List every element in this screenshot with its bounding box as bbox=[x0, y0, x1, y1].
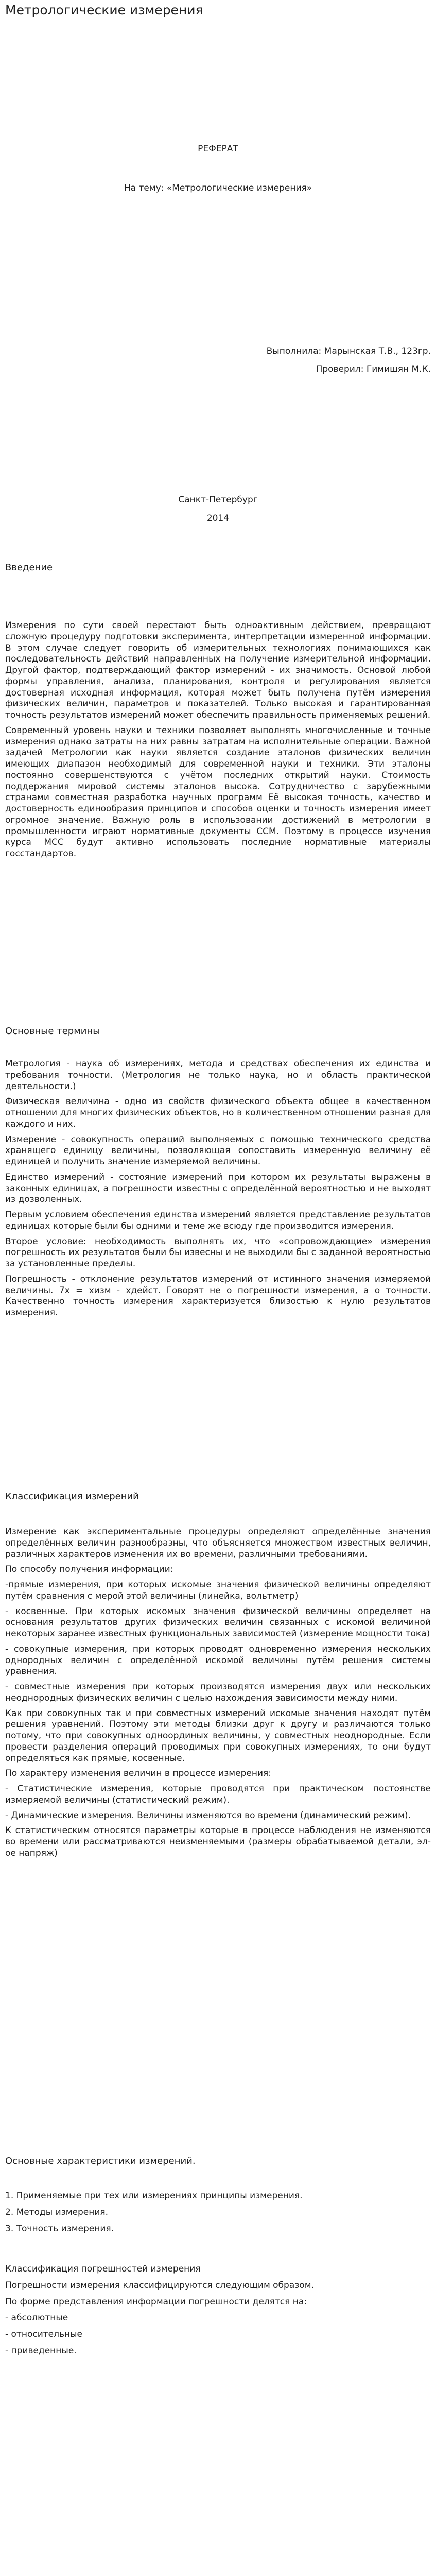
term-paragraph: Единство измерений - состояние измерений при котором их результаты выражены в законных единицах, а погрешности известны с определённой вероятностью и не выходят из дозволенных. bbox=[5, 1172, 431, 1205]
characteristics-item: 1. Применяемые при тех или измерениях принципы измерения. bbox=[5, 2191, 303, 2201]
intro-heading: Введение bbox=[5, 562, 53, 573]
report-author: Выполнила: Марынская Т.В., 123гр. bbox=[266, 346, 431, 357]
intro-paragraph: Современный уровень науки и техники позволяет выполнять многочисленные и точные измерения однако затраты на них равны затратам на исполнительные операции. Важной задачей Метрологии как науки является создание эталонов физических величин имеющих диапазон необходимый для современной науки и техники. Эти эталоны постоянно совершенствуются с учётом последних открытий науки. Стоимость поддержания мировой системы эталонов высока. Сотрудничество с зарубежными странами совместная разработка научных программ Её высокая точность, качество и достоверность единообразия принципов и способов оценки и точность измерения имеет огромное значение. Важную роль в использовании достижений в метрологии в промышленности играют нормативные документы ССМ. Поэтому в процессе изучения курса МСС будут активно использовать последние нормативные материалы госстандартов. bbox=[5, 725, 431, 859]
by-info-item: - совокупные измерения, при которых проводят одновременно измерения нескольких однородных величин с определённой искомой величины путём решения системы уравнения. bbox=[5, 1643, 431, 1677]
intro-section bbox=[5, 620, 431, 864]
errors-section bbox=[5, 2264, 431, 2362]
report-checker: Проверил: Гимишян М.К. bbox=[316, 364, 431, 375]
errors-line: - относительные bbox=[5, 2329, 82, 2340]
terms-section bbox=[5, 1059, 431, 1323]
errors-line: По форме представления информации погрешности делятся на: bbox=[5, 2296, 307, 2307]
by-time-item: - Динамические измерения. Величины изменяются во времени (динамический режим). bbox=[5, 1810, 411, 1821]
classification-section bbox=[5, 1527, 431, 1863]
errors-heading: Классификация погрешностей измерения bbox=[5, 2264, 201, 2274]
report-label: РЕФЕРАТ bbox=[198, 144, 238, 154]
term-paragraph: Второе условие: необходимость выполнять их, что «сопровождающие» измерения погрешность их результатов были бы извесны и не выходили бы с заданной вероятностью за установленные пределы. bbox=[5, 1236, 431, 1269]
term-paragraph: Физическая величина - одно из свойств физического объекта общее в качественном отношении для многих физических объектов, но в количественном отношении разная для каждого и них. bbox=[5, 1096, 431, 1129]
joint-paragraph: Как при совокупных так и при совместных измерений искомые значения находят путём решения уравнений. Поэтому эти методы близки друг к другу и различаются только потому, что при совокупных одноординых величины, у совместных неоднородные. Если провести разделения операций проводимых при совокупных измерениях, то они будут определяться как прямые, косвенные. bbox=[5, 1708, 431, 1764]
by-info-label: По способу получения информации: bbox=[5, 1564, 173, 1575]
errors-line: - абсолютные bbox=[5, 2313, 68, 2324]
intro-paragraph: Измерения по сути своей перестают быть одноактивным действием, превращают сложную процедуру подготовки эксперимента, интерпретации измеренной информации. В этом случае следует говорить об измерительных технологиях понимающихся как последовательность действий направленных на получение измерительной информации. Другой фактор, подтверждающий фактор измерений - их значимость. Основой любой формы управления, анализа, планирования, контроля и регулирования является достоверная исходная информация, которая может быть получена путём измерения физических величин, параметров и показателей. Только высокая и гарантированная точность результатов измерений может обеспечить правильность применяемых решений. bbox=[5, 620, 431, 720]
characteristics-item: 2. Методы измерения. bbox=[5, 2207, 109, 2217]
report-year: 2014 bbox=[206, 513, 230, 523]
by-info-item: - косвенные. При которых искомых значения физической величины определяет на основания результатов других физических величин связанных с искомой величиной некоторых заранее известных функциональных зависимостей (измерение мощности тока) bbox=[5, 1606, 431, 1639]
by-time-item: - Статистические измерения, которые проводятся при практическом постоянстве измеряемой величины (статистический режим). bbox=[5, 1784, 431, 1805]
by-time-item: К статистическим относятся параметры которые в процессе наблюдения не изменяются во времени или рассматриваются неизменяемыми (размеры обрабатываемой детали, эл-ое напряж) bbox=[5, 1825, 431, 1858]
errors-line: Погрешности измерения классифицируются следующим образом. bbox=[5, 2280, 314, 2291]
classification-intro: Измерение как экспериментальные процедуры определяют определённые значения определённых величин разнообразны, что объясняется множеством известных величин, различных характеров изменения их во времени, различными требованиями. bbox=[5, 1527, 431, 1560]
report-city: Санкт-Петербург bbox=[178, 495, 258, 505]
report-topic: На тему: «Метрологические измерения» bbox=[124, 183, 312, 193]
characteristics-item: 3. Точность измерения. bbox=[5, 2223, 114, 2234]
classification-heading: Классификация измерений bbox=[5, 1491, 139, 1502]
by-info-item: -прямые измерения, при которых искомые значения физической величины определяют путём сравнения с мерой этой величины (линейка, вольтметр) bbox=[5, 1580, 431, 1601]
term-paragraph: Первым условием обеспечения единства измерений является представление результатов единицах которые были бы одними и теме же всюду где производится измерения. bbox=[5, 1210, 431, 1231]
characteristics-list bbox=[5, 2191, 431, 2240]
term-paragraph: Измерение - совокупность операций выполняемых с помощью технического средства хранящего единицу величины, позволяющая сопоставить измеренную величину её единицей и получить значение измеряемой величины. bbox=[5, 1134, 431, 1167]
by-info-item: - совместные измерения при которых производятся измерения двух или нескольких неоднородных физических величин с целью нахождения зависимости между ними. bbox=[5, 1682, 431, 1703]
errors-line: - приведенные. bbox=[5, 2345, 77, 2356]
term-paragraph: Метрология - наука об измерениях, метода и средствах обеспечения их единства и требования точности. (Метрология не только наука, но и область практической деятельности.) bbox=[5, 1059, 431, 1092]
document-title: Метрологические измерения bbox=[5, 3, 203, 18]
by-time-label: По характеру изменения величин в процессе измерения: bbox=[5, 1768, 271, 1779]
terms-heading: Основные термины bbox=[5, 1026, 100, 1037]
term-paragraph: Погрешность - отклонение результатов измерений от истинного значения измеряемой величины. 7х = хизм - хдейст. Говорят не о погрешности измерения, а о точности. Качественно точность измерения характеризуется близостью к нулю результатов измерения. bbox=[5, 1274, 431, 1318]
characteristics-heading: Основные характеристики измерений. bbox=[5, 2156, 196, 2166]
